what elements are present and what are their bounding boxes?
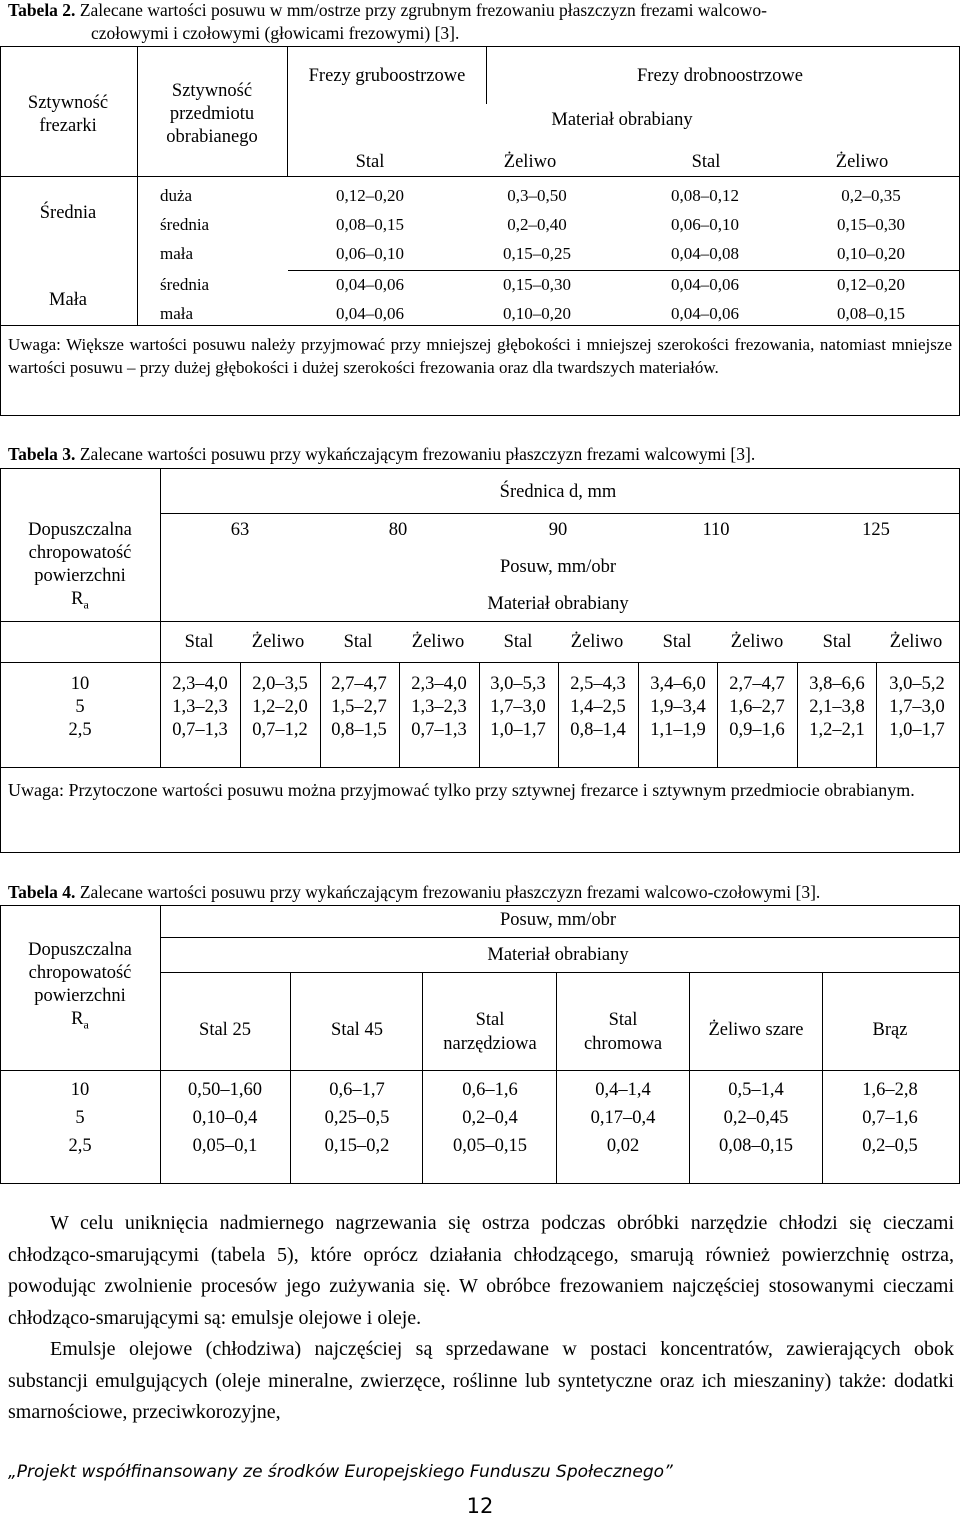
- table4-col-divider: [556, 972, 557, 1184]
- table4-ra-2-5: 2,5: [68, 1136, 92, 1156]
- table2-row0-v2: 0,08–0,12: [671, 186, 739, 205]
- table4-mat-stal25: Stal 25: [199, 1020, 251, 1040]
- table2-row4-v2: 0,04–0,06: [671, 304, 739, 323]
- table3-d-63: 63: [230, 520, 250, 540]
- table2-caption-label: Tabela 2.: [8, 0, 76, 20]
- table2-row2-przedmiot: mała: [160, 244, 194, 263]
- table4-h-ra-symbol: [5, 1008, 155, 1037]
- table4-h-ra-l2: chropowatość: [28, 963, 132, 983]
- table4-cell: 0,2–0,5: [862, 1136, 918, 1156]
- table2-row4-v3: 0,08–0,15: [837, 304, 905, 323]
- table2-col1-divider: [137, 46, 138, 326]
- table3-h-ra-l2: chropowatość: [28, 543, 132, 563]
- table3-cell: 1,2–2,1: [809, 720, 865, 740]
- table2-group-divider: [288, 270, 960, 271]
- table3-h-posuw: Posuw, mm/obr: [500, 557, 616, 577]
- body-paragraph-1: W celu uniknięcia nadmiernego nagrzewania się ostrza podczas obróbki narzędzie chłodzi się cieczami chłodząco-smarującymi (tabela 5), które oprócz działania chłodzącego, smarują również powierzchnię ostrza, powodując zwolnienie procesów jego zużywania się. W obróbce frezowaniem najczęściej stosowanymi cieczami chłodząco-smarującymi są: emulsje olejowe i oleje.: [8, 1212, 954, 1329]
- table2-h-drobno: Frezy drobnoostrzowe: [637, 66, 803, 86]
- table4-cell: 1,6–2,8: [862, 1080, 918, 1100]
- table4-mat-stal-chromowa: [558, 1008, 688, 1056]
- table3-ra-2-5: 2,5: [68, 720, 92, 740]
- table2-h-przedmiot-l2: przedmiotu: [169, 104, 255, 124]
- table3-note: Uwaga: Przytoczone wartości posuwu można przyjmować tylko przy sztywnej frezarce i sztywnym przedmiocie obrabianym.: [8, 780, 915, 800]
- table4-col-1: [297, 1076, 417, 1160]
- table4-caption-label: Tabela 4.: [8, 882, 76, 902]
- table2-bottom-border: [0, 415, 960, 416]
- table3-col-2: [319, 673, 399, 742]
- table2-left-border: [0, 46, 1, 416]
- table4-mat-braz: Brąz: [872, 1020, 908, 1040]
- table3-cell: 1,3–2,3: [172, 697, 228, 717]
- table3-mat-0: Stal: [184, 632, 214, 652]
- table3-caption-label: Tabela 3.: [8, 444, 76, 464]
- table4-cell: 0,15–0,2: [324, 1136, 390, 1156]
- table2-caption: [8, 0, 767, 21]
- table2-caption-line2: czołowymi i czołowymi (głowicami frezowymi) [3].: [91, 23, 460, 43]
- table3-h-ra-symbol: [5, 588, 155, 617]
- table3-h-ra-l3: powierzchni: [34, 566, 126, 586]
- table3-cell: 0,7–1,3: [172, 720, 228, 740]
- table3-ra-values: [50, 673, 110, 742]
- table4-mat-stal-narzedziowa: [425, 1008, 555, 1056]
- table2-row3-v1: 0,15–0,30: [503, 275, 571, 294]
- table4-posuw-divider: [161, 937, 960, 938]
- table3-cell: 1,0–1,7: [889, 720, 945, 740]
- table2-row3-v2: 0,04–0,06: [671, 275, 739, 294]
- table2-row1-v3: 0,15–0,30: [837, 215, 905, 234]
- table2-group-srednia: Średnia: [39, 203, 97, 223]
- table3-cell: 0,7–1,2: [252, 720, 308, 740]
- table2-row1-v1: 0,2–0,40: [507, 215, 567, 234]
- table3-col-6: [638, 673, 718, 742]
- table2-h-material: Materiał obrabiany: [551, 110, 693, 130]
- table4-cell: 0,5–1,4: [728, 1080, 784, 1100]
- table3-cell: 2,3–4,0: [411, 674, 467, 694]
- table4-mat-stal45: Stal 45: [331, 1020, 383, 1040]
- table4-h-ra: [5, 939, 155, 1037]
- table3-bottom-border: [0, 852, 960, 853]
- table4-col-divider: [822, 972, 823, 1184]
- table4-cell: 0,6–1,7: [329, 1080, 385, 1100]
- table3-cell: 0,7–1,3: [411, 720, 467, 740]
- table3-col-9: [877, 673, 957, 742]
- table3-d-110: 110: [702, 520, 730, 540]
- table4-col-3: [563, 1076, 683, 1160]
- table3-col-1: [240, 673, 320, 742]
- table3-caption-text: Zalecane wartości posuwu przy wykańczającym frezowaniu płaszczyzn frezami walcowymi [3].: [79, 444, 756, 464]
- table3-h-ra-r: R: [71, 589, 84, 609]
- table3-col-5: [558, 673, 638, 742]
- table4-cell: 0,2–0,45: [723, 1108, 789, 1128]
- table3-cell: 2,5–4,3: [570, 674, 626, 694]
- table4-col-5: [830, 1076, 950, 1160]
- table2-row4-v1: 0,10–0,20: [503, 304, 571, 323]
- table3-header-divider: [0, 662, 960, 663]
- table4-top-border: [0, 905, 960, 906]
- table3-h-ra-l1: Dopuszczalna: [28, 520, 132, 540]
- table4-h-ra-l3: powierzchni: [34, 986, 126, 1006]
- table2-top-border: [0, 46, 960, 47]
- table3-cell: 1,6–2,7: [729, 697, 785, 717]
- table3-cell: 3,4–6,0: [650, 674, 706, 694]
- table3-cell: 1,5–2,7: [331, 697, 387, 717]
- page-number: 12: [466, 1494, 494, 1518]
- table4-cell: 0,05–0,15: [453, 1136, 527, 1156]
- table3-cell: 2,7–4,7: [331, 674, 387, 694]
- table2-row3-przedmiot: średnia: [160, 275, 210, 294]
- table2-h-przedmiot: [142, 80, 282, 149]
- table3-left-border: [0, 468, 1, 853]
- table4-col-divider: [290, 972, 291, 1184]
- table4-bottom-border: [0, 1183, 960, 1184]
- table3-material-divider: [0, 621, 960, 622]
- table2-row0-v1: 0,3–0,50: [507, 186, 567, 205]
- table4-cell: 0,4–1,4: [595, 1080, 651, 1100]
- table4-material-divider: [161, 972, 960, 973]
- table3-ra-5: 5: [75, 697, 85, 717]
- table4-left-border: [0, 905, 1, 1184]
- table4-h-material: Materiał obrabiany: [487, 945, 629, 965]
- table3-h-ra: [5, 519, 155, 617]
- table2-h-grubo: Frezy gruboostrzowe: [308, 66, 466, 86]
- table4-header-divider: [0, 1070, 960, 1071]
- table3-mat-3: Żeliwo: [411, 632, 465, 652]
- table3-col-7: [717, 673, 797, 742]
- table3-ra-10: 10: [70, 674, 90, 694]
- table2-grubo-divider: [486, 46, 487, 104]
- table3-mat-4: Stal: [503, 632, 533, 652]
- table4-h-ra-l1: Dopuszczalna: [28, 940, 132, 960]
- table3-cell: 2,1–3,8: [809, 697, 865, 717]
- table3-h-material: Materiał obrabiany: [487, 594, 629, 614]
- table4-caption: [8, 882, 820, 903]
- table4-caption-text: Zalecane wartości posuwu przy wykańczającym frezowaniu płaszczyzn frezami walcowo-czołowymi [3].: [79, 882, 821, 902]
- table3-top-border: [0, 468, 960, 469]
- table3-cell: 0,8–1,4: [570, 720, 626, 740]
- table3-mat-6: Stal: [662, 632, 692, 652]
- table2-row4-przedmiot: mała: [160, 304, 194, 323]
- table3-col-3: [399, 673, 479, 742]
- table4-h-posuw: Posuw, mm/obr: [500, 910, 616, 930]
- table3-d-90: 90: [548, 520, 568, 540]
- table3-cell: 1,9–3,4: [650, 697, 706, 717]
- footer-project-note: „Projekt współfinansowany ze środków Europejskiego Funduszu Społecznego”: [8, 1462, 673, 1482]
- table2-row3-v3: 0,12–0,20: [837, 275, 905, 294]
- table2-h-przedmiot-l1: Sztywność: [171, 81, 253, 101]
- table4-cell: 0,02: [606, 1136, 640, 1156]
- table4-cell: 0,7–1,6: [862, 1108, 918, 1128]
- table4-ra-divider: [160, 905, 161, 1184]
- table3-caption: [8, 444, 755, 465]
- table2-caption-line1: Zalecane wartości posuwu w mm/ostrze przy zgrubnym frezowaniu płaszczyzn frezami walcowo-: [79, 0, 767, 20]
- table3-cell: 1,2–2,0: [252, 697, 308, 717]
- table3-cell: 3,0–5,3: [490, 674, 546, 694]
- table2-mat-0: Stal: [355, 152, 385, 172]
- table4-ra-10: 10: [70, 1080, 90, 1100]
- table2-row1-przedmiot: średnia: [160, 215, 210, 234]
- table3-col-4: [478, 673, 558, 742]
- table3-cell: 1,3–2,3: [411, 697, 467, 717]
- body-text: [8, 1208, 954, 1429]
- table2-row1-v0: 0,08–0,15: [336, 215, 404, 234]
- table4-ra-5: 5: [75, 1108, 85, 1128]
- table3-cell: 1,4–2,5: [570, 697, 626, 717]
- table3-note-divider: [0, 767, 960, 768]
- table4-cell: 0,2–0,4: [462, 1108, 518, 1128]
- table3-cell: 1,7–3,0: [889, 697, 945, 717]
- table3-h-ra-sub: a: [83, 597, 89, 612]
- table2-group-mala: Mała: [48, 290, 88, 310]
- table3-cell: 1,1–1,9: [650, 720, 706, 740]
- table3-mat-9: Żeliwo: [889, 632, 943, 652]
- table4-col-4: [696, 1076, 816, 1160]
- table4-h-ra-r: R: [71, 1009, 84, 1029]
- table3-cell: 2,0–3,5: [252, 674, 308, 694]
- table4-cell: 0,50–1,60: [188, 1080, 262, 1100]
- table2-mat-2: Stal: [691, 152, 721, 172]
- table4-cell: 0,08–0,15: [719, 1136, 793, 1156]
- table3-col-8: [797, 673, 877, 742]
- table4-mat-stal-narzedziowa-l1: Stal: [475, 1010, 505, 1030]
- table3-col-0: [160, 673, 240, 742]
- table4-cell: 0,17–0,4: [590, 1108, 656, 1128]
- table2-note: Uwaga: Większe wartości posuwu należy przyjmować przy mniejszej głębokości i mniejszej szerokości frezowania, natomiast mniejsze wartości posuwu – przy dużej głębokości i dużej szerokości frezowania oraz dla twardszych materiałów.: [8, 335, 952, 377]
- table4-mat-zeliwo-szare: Żeliwo szare: [708, 1020, 804, 1040]
- table3-mat-5: Żeliwo: [570, 632, 624, 652]
- table2-h-frezarka-l1: Sztywność: [27, 93, 109, 113]
- table3-d-125: 125: [862, 520, 890, 540]
- table4-col-2: [430, 1076, 550, 1160]
- table3-mat-2: Stal: [343, 632, 373, 652]
- table3-mat-7: Żeliwo: [730, 632, 784, 652]
- table4-ra-values: [50, 1076, 110, 1160]
- table2-mat-1: Żeliwo: [503, 152, 557, 172]
- table2-note-divider: [0, 325, 960, 326]
- table3-h-srednica: Średnica d, mm: [499, 482, 617, 502]
- table3-d-80: 80: [388, 520, 408, 540]
- table4-h-ra-sub: a: [83, 1017, 89, 1032]
- table2-row0-przedmiot: duża: [160, 186, 193, 205]
- table2-row2-v0: 0,06–0,10: [336, 244, 404, 263]
- table3-cell: 2,7–4,7: [729, 674, 785, 694]
- table2-h-frezarka-l2: frezarki: [39, 116, 97, 136]
- table2-row0-v0: 0,12–0,20: [336, 186, 404, 205]
- table4-cell: 0,25–0,5: [324, 1108, 390, 1128]
- table3-cell: 3,0–5,2: [889, 674, 945, 694]
- table2-header-divider: [0, 176, 960, 177]
- table4-cell: 0,6–1,6: [462, 1080, 518, 1100]
- body-paragraph-2: Emulsje olejowe (chłodziwa) najczęściej są sprzedawane w postaci koncentratów, zawierających obok substancji emulgujących (oleje mineralne, zwierzęce, roślinne lub syntetyczne oraz ich mieszaniny) także: dodatki smarnościowe, przeciwkorozyjne,: [8, 1338, 954, 1423]
- table4-col-0: [165, 1076, 285, 1160]
- table3-mat-1: Żeliwo: [251, 632, 305, 652]
- table2-h-przedmiot-l3: obrabianego: [166, 127, 258, 147]
- table2-row1-v2: 0,06–0,10: [671, 215, 739, 234]
- table4-mat-stal-chromowa-l1: Stal: [608, 1010, 638, 1030]
- table2-col2-divider: [287, 46, 288, 176]
- table3-cell: 0,9–1,6: [729, 720, 785, 740]
- table2-row3-v0: 0,04–0,06: [336, 275, 404, 294]
- table3-mat-8: Stal: [822, 632, 852, 652]
- table2-mat-3: Żeliwo: [835, 152, 889, 172]
- table2-row2-v2: 0,04–0,08: [671, 244, 739, 263]
- table4-mat-stal-narzedziowa-l2: narzędziowa: [443, 1034, 537, 1054]
- table3-cell: 1,0–1,7: [490, 720, 546, 740]
- table2-row2-v1: 0,15–0,25: [503, 244, 571, 263]
- table3-cell: 0,8–1,5: [331, 720, 387, 740]
- table4-mat-stal-chromowa-l2: chromowa: [583, 1034, 663, 1054]
- table3-cell: 3,8–6,6: [809, 674, 865, 694]
- table3-cell: 2,3–4,0: [172, 674, 228, 694]
- table4-cell: 0,05–0,1: [192, 1136, 258, 1156]
- table2-row2-v3: 0,10–0,20: [837, 244, 905, 263]
- table4-col-divider: [689, 972, 690, 1184]
- table3-srednica-divider: [161, 513, 960, 514]
- table2-row0-v3: 0,2–0,35: [841, 186, 901, 205]
- table4-col-divider: [422, 972, 423, 1184]
- table2-row4-v0: 0,04–0,06: [336, 304, 404, 323]
- table3-cell: 1,7–3,0: [490, 697, 546, 717]
- table4-cell: 0,10–0,4: [192, 1108, 258, 1128]
- table2-h-frezarka: [3, 92, 133, 138]
